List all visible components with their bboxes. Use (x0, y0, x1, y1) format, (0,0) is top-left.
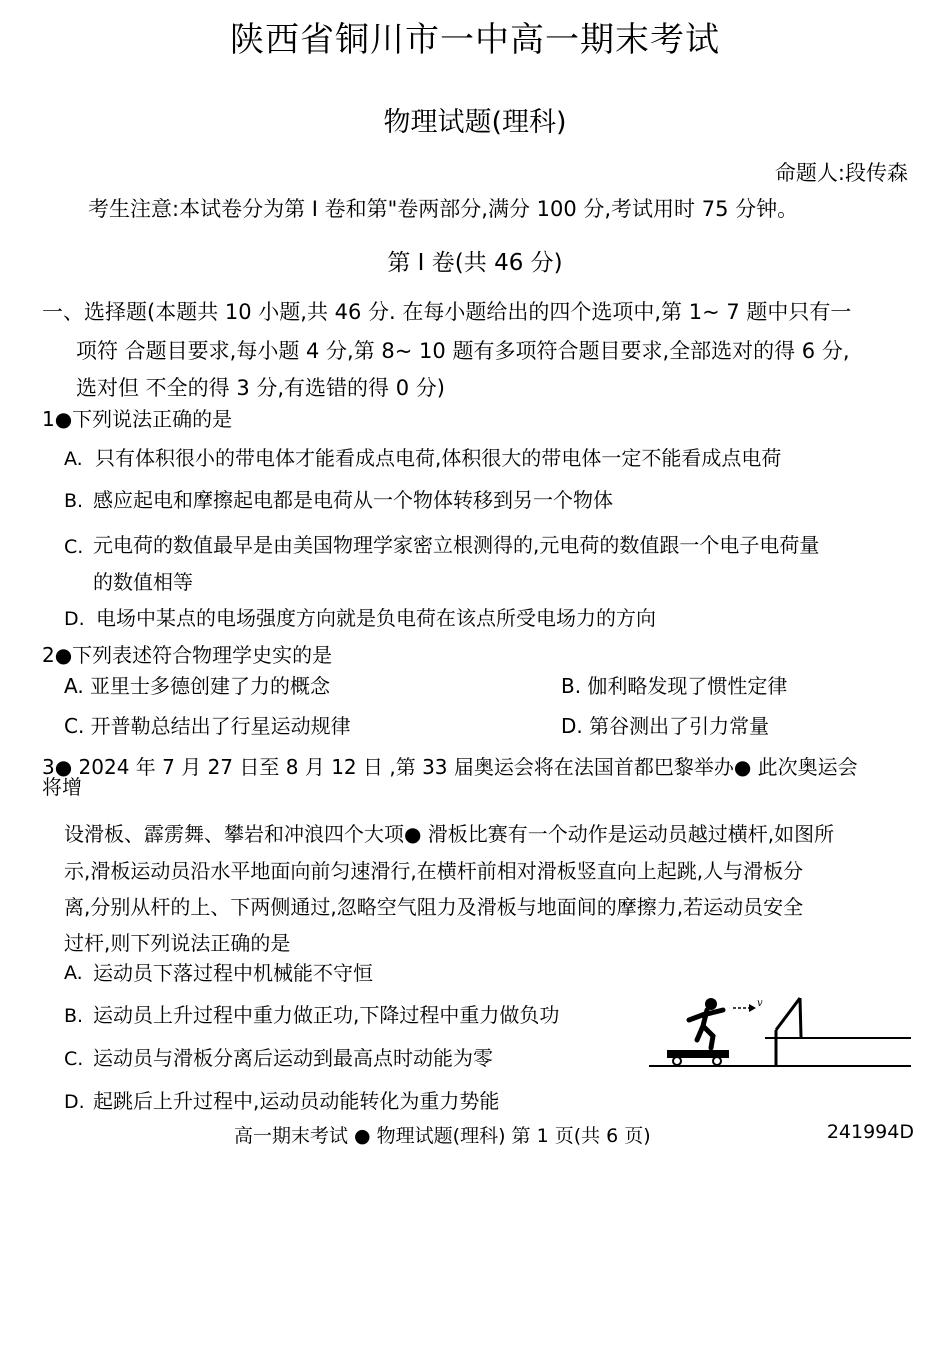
q3-option-b-label: B. (64, 1005, 84, 1027)
q3-option-a-label: A. (64, 962, 83, 984)
q2-option-c: C. 开普勒总结出了行星运动规律 (64, 714, 351, 738)
q3-stem-line4: 离,分别从杆的上、下两侧通过,忽略空气阻力及滑板与地面间的摩擦力,若运动员安全 (64, 895, 804, 919)
q2-stem: 2●下列表述符合物理学史实的是 (42, 643, 333, 667)
q1-option-c-text-line2: 的数值相等 (93, 570, 193, 594)
q3-stem-line2: 设滑板、霹雳舞、攀岩和冲浪四个大项● 滑板比赛有一个动作是运动员越过横杆,如图所 (64, 822, 835, 846)
q1-option-b-label: B. (64, 490, 84, 512)
q3-option-b-text: 运动员上升过程中重力做正功,下降过程中重力做负功 (93, 1003, 560, 1027)
bar-stand-top (776, 998, 800, 1030)
author-line: 命题人:段传森 (774, 161, 908, 185)
q1-option-c-text-line1: 元电荷的数值最早是由美国物理学家密立根测得的,元电荷的数值跟一个电子电荷量 (93, 533, 820, 557)
q1-option-a-label: A. (64, 448, 83, 470)
q2-option-d: D. 第谷测出了引力常量 (561, 714, 770, 738)
q2-option-a: A. 亚里士多德创建了力的概念 (64, 674, 331, 698)
velocity-arrowhead (749, 1004, 756, 1012)
q1-option-d-label: D. (64, 608, 85, 630)
footer-page-info: 高一期末考试 ● 物理试题(理科) 第 1 页(共 6 页) (234, 1125, 651, 1147)
q3-stem-line5: 过杆,则下列说法正确的是 (64, 931, 291, 955)
section-intro-line3: 选对但 不全的得 3 分,有选错的得 0 分) (76, 376, 445, 400)
section-intro-line2: 项符 合题目要求,每小题 4 分,第 8~ 10 题有多项符合题目要求,全部选对的得 6 分, (76, 339, 850, 363)
q1-stem: 1●下列说法正确的是 (42, 407, 233, 431)
velocity-label: v (757, 998, 763, 1009)
candidate-notice: 考生注意:本试卷分为第 I 卷和第"卷两部分,满分 100 分,考试用时 75 分钟。 (88, 197, 799, 221)
exam-title: 陕西省铜川市一中高一期末考试 (230, 20, 720, 60)
q3-option-d-label: D. (64, 1091, 85, 1113)
q3-stem-line1: 3● 2024 年 7 月 27 日至 8 月 12 日 ,第 33 届奥运会将在法国首都巴黎举办● 此次奥运会 (42, 755, 858, 779)
q1-option-a-text: 只有体积很小的带电体才能看成点电荷,体积很大的带电体一定不能看成点电荷 (95, 446, 782, 470)
q1-option-d-text: 电场中某点的电场强度方向就是负电荷在该点所受电场力的方向 (96, 606, 656, 630)
skateboard-figure (645, 990, 915, 1072)
skateboard-wheel-right (713, 1057, 721, 1065)
skateboard-wheel-left (673, 1057, 681, 1065)
exam-subtitle: 物理试题(理科) (383, 107, 567, 138)
footer-exam-code: 241994D (826, 1121, 914, 1143)
q1-option-c-label: C. (64, 536, 84, 558)
q3-stem-line1-continued: 将增 (42, 775, 82, 799)
q3-option-c-text: 运动员与滑板分离后运动到最高点时动能为零 (93, 1046, 493, 1070)
bar-stand-right (800, 998, 801, 1037)
section-intro-line1: 一、选择题(本题共 10 小题,共 46 分. 在每小题给出的四个选项中,第 1~ 7 题中只有一 (42, 300, 852, 324)
q2-option-b: B. 伽利略发现了惯性定律 (561, 674, 788, 698)
q3-option-a-text: 运动员下落过程中机械能不守恒 (93, 961, 373, 985)
skater-body (689, 1010, 723, 1048)
q3-stem-line3: 示,滑板运动员沿水平地面向前匀速滑行,在横杆前相对滑板竖直向上起跳,人与滑板分 (64, 859, 804, 883)
q1-option-b-text: 感应起电和摩擦起电都是电荷从一个物体转移到另一个物体 (93, 488, 613, 512)
q3-option-c-label: C. (64, 1048, 84, 1070)
q3-option-d-text: 起跳后上升过程中,运动员动能转化为重力势能 (93, 1089, 500, 1113)
volume-heading: 第 I 卷(共 46 分) (387, 250, 563, 276)
